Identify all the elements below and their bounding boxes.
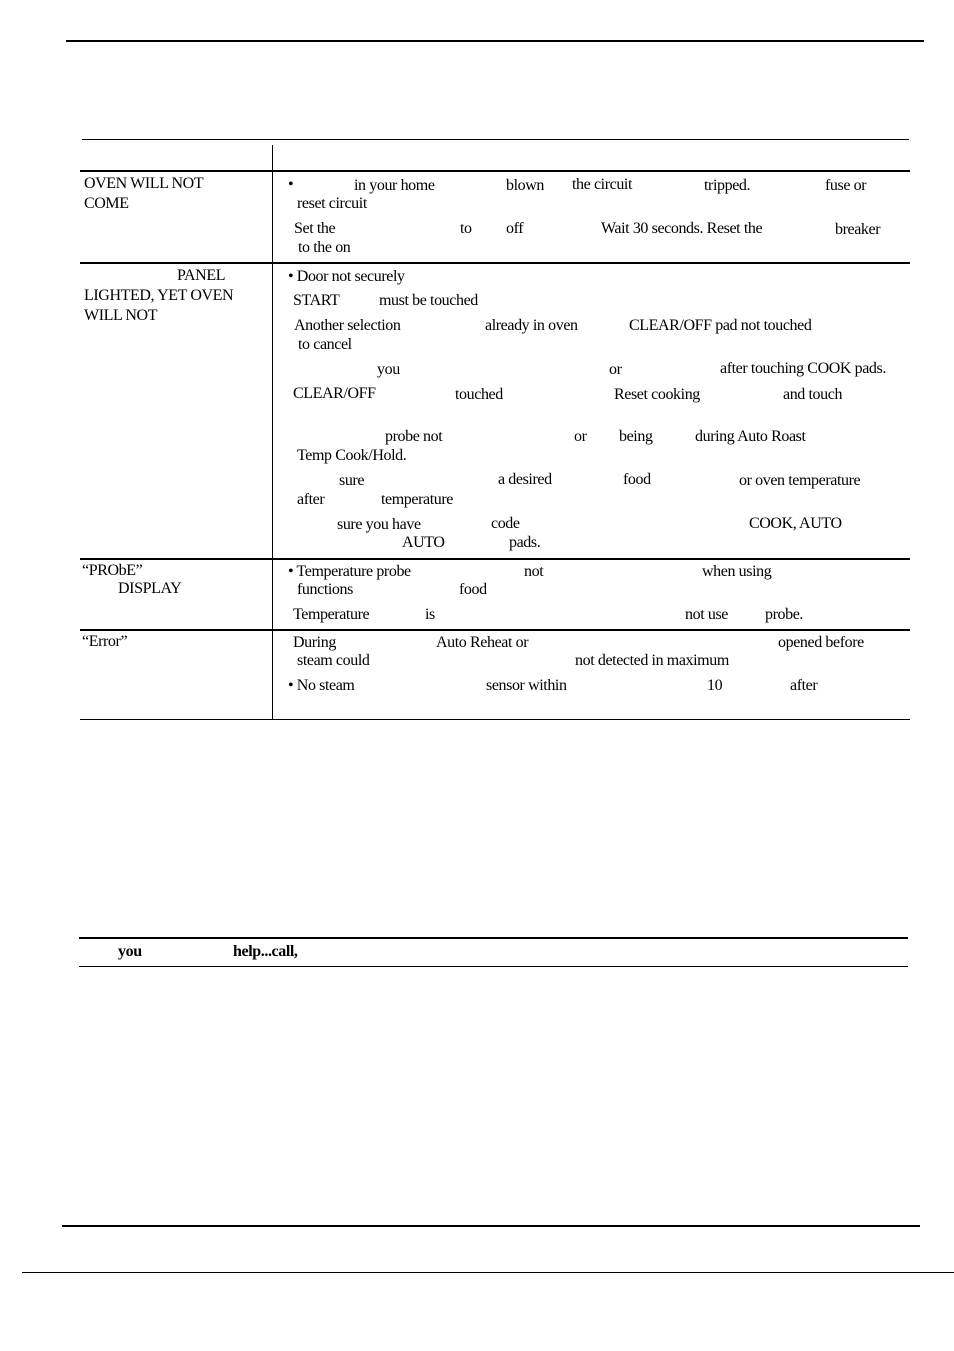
row-divider xyxy=(80,262,910,264)
cause-text: must be touched xyxy=(379,292,478,309)
cause-text: Temp Cook/Hold. xyxy=(297,447,407,464)
table-column-divider xyxy=(272,145,273,720)
problem-label: DISPLAY xyxy=(118,580,182,597)
help-bar-top-rule xyxy=(79,937,908,939)
cause-text: • xyxy=(288,176,294,193)
cause-text: to cancel xyxy=(298,336,352,353)
problem-label: COME xyxy=(84,195,129,212)
cause-text: or xyxy=(574,428,587,445)
cause-text: to xyxy=(460,220,472,237)
cause-text: reset circuit xyxy=(297,195,367,212)
help-bar-bottom-rule xyxy=(79,966,908,967)
cause-text: after xyxy=(297,491,325,508)
cause-text: or xyxy=(609,361,622,378)
cause-text: steam could xyxy=(297,652,370,669)
cause-text: tripped. xyxy=(704,177,751,194)
cause-text: START xyxy=(293,292,340,309)
cause-text: Temperature xyxy=(293,606,370,623)
problem-label: WILL NOT xyxy=(84,307,158,324)
cause-text: after touching COOK pads. xyxy=(720,360,886,377)
row-divider xyxy=(80,558,910,560)
cause-text: probe not xyxy=(385,428,443,445)
cause-text: a desired xyxy=(498,471,552,488)
cause-text: sure you have xyxy=(337,516,421,533)
cause-text: is xyxy=(425,606,435,623)
cause-text: to the on xyxy=(298,239,351,256)
cause-text: not detected in maximum xyxy=(575,652,729,669)
table-header-rule xyxy=(80,170,910,172)
help-bar-text: you xyxy=(118,943,142,960)
cause-text: not xyxy=(524,563,544,580)
cause-text: being xyxy=(619,428,653,445)
cause-text: CLEAR/OFF xyxy=(293,385,376,402)
cause-text: AUTO xyxy=(402,534,445,551)
table-bottom-rule xyxy=(80,719,910,720)
cause-text: off xyxy=(506,220,524,237)
cause-text: breaker xyxy=(835,221,881,238)
cause-text: Another selection xyxy=(294,317,401,334)
cause-text: when using xyxy=(702,563,772,580)
cause-text: not use xyxy=(685,606,728,623)
bottom-rule xyxy=(62,1225,920,1227)
cause-text: • Door not securely xyxy=(288,268,405,285)
cause-text: after xyxy=(790,677,818,694)
problem-label: “PRObE” xyxy=(82,562,143,579)
cause-text: food xyxy=(623,471,651,488)
cause-text: blown xyxy=(506,177,545,194)
top-rule xyxy=(66,40,924,42)
cause-text: fuse or xyxy=(825,177,867,194)
cause-text: code xyxy=(491,515,520,532)
cause-text: • No steam xyxy=(288,677,355,694)
cause-text: temperature xyxy=(381,491,453,508)
cause-text: touched xyxy=(455,386,503,403)
page-edge-rule xyxy=(22,1272,954,1273)
cause-text: during Auto Roast xyxy=(695,428,806,445)
cause-text: COOK, AUTO xyxy=(749,515,842,532)
cause-text: already in oven xyxy=(485,317,578,334)
cause-text: During xyxy=(293,634,336,651)
row-divider xyxy=(80,629,910,631)
problem-label: OVEN WILL NOT xyxy=(84,175,204,192)
problem-label: LIGHTED, YET OVEN xyxy=(84,287,234,304)
problem-label: “Error” xyxy=(82,633,128,650)
cause-text: and touch xyxy=(783,386,843,403)
help-bar-text: help...call, xyxy=(233,943,298,960)
cause-text: 10 xyxy=(707,677,723,694)
cause-text: pads. xyxy=(509,534,541,551)
cause-text: Auto Reheat or xyxy=(436,634,529,651)
cause-text: Wait 30 seconds. Reset the xyxy=(601,220,763,237)
cause-text: • Temperature probe xyxy=(288,563,411,580)
cause-text: sure xyxy=(339,472,365,489)
cause-text: opened before xyxy=(778,634,864,651)
cause-text: Reset cooking xyxy=(614,386,700,403)
table-top-rule xyxy=(82,139,909,140)
cause-text: Set the xyxy=(294,220,336,237)
cause-text: CLEAR/OFF pad not touched xyxy=(629,317,812,334)
cause-text: probe. xyxy=(765,606,804,623)
cause-text: food xyxy=(459,581,487,598)
cause-text: functions xyxy=(297,581,353,598)
cause-text: or oven temperature xyxy=(739,472,861,489)
cause-text: in your home xyxy=(354,177,435,194)
cause-text: the circuit xyxy=(572,176,633,193)
cause-text: sensor within xyxy=(486,677,567,694)
problem-label: PANEL xyxy=(177,267,226,284)
cause-text: you xyxy=(377,361,400,378)
